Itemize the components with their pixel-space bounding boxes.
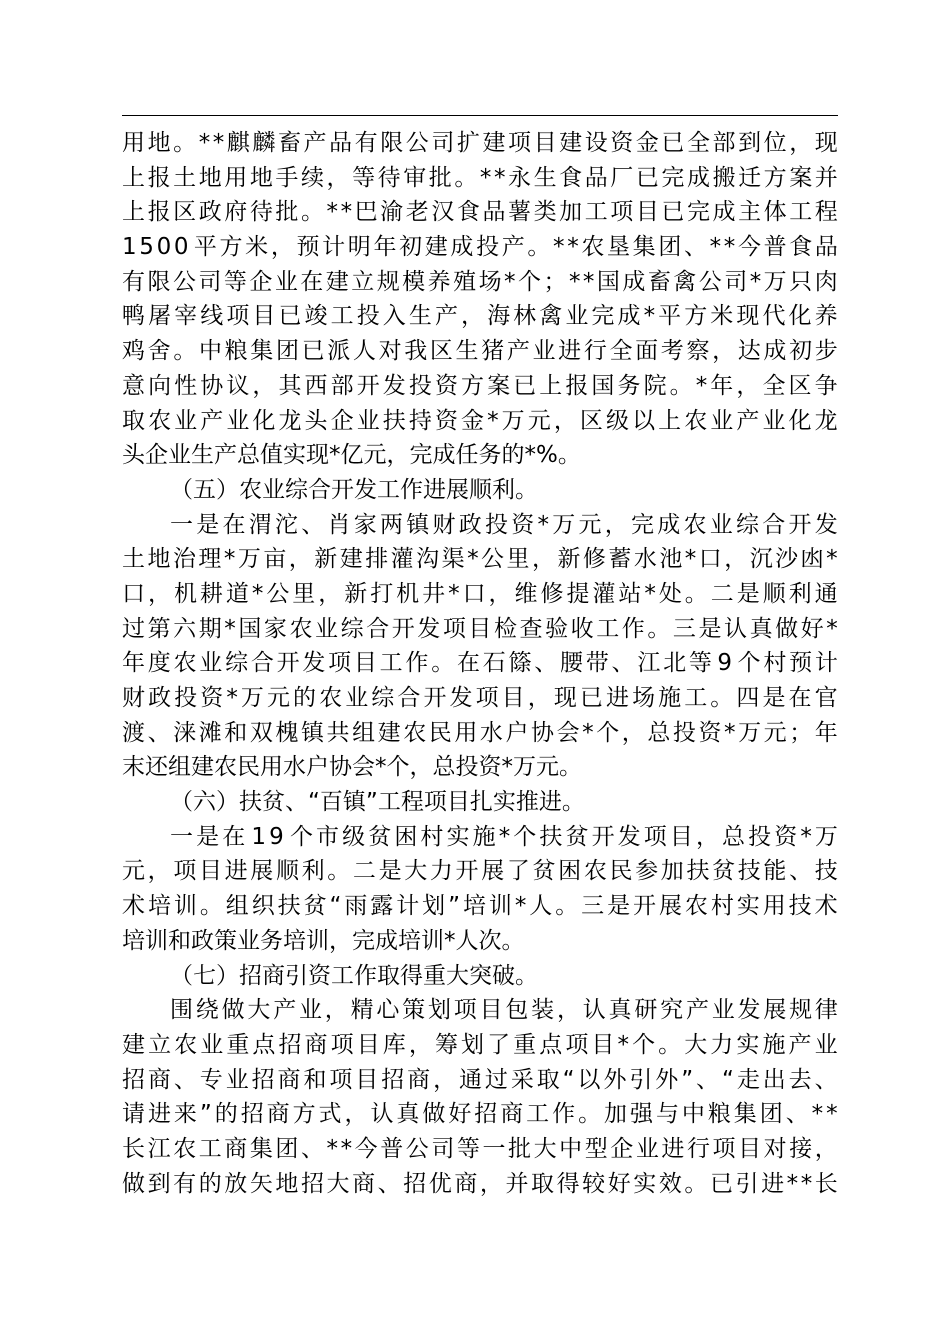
- text-line: 财 政 投 资 * 万 元 的 农 业 综 合 开 发 项 目 ， 现 已 进 场 施 工 。 四 是 在 官: [122, 685, 838, 711]
- text-line: 年 度 农 业 综 合 开 发 项 目 工 作 。 在 石 篨 、 腰 带 、 江 北 等 9 个 村 预 计: [122, 650, 838, 677]
- text-line: 鸡 舍 。 中 粮 集 团 已 派 人 对 我 区 生 猪 产 业 进 行 全 面 考 察 ， 达 成 初 步: [122, 338, 838, 365]
- text-line: 一 是 在 渭 沱 、 肖 家 两 镇 财 政 投 资 * 万 元 ， 完 成 农 业 综 合 开 发: [170, 511, 838, 538]
- text-line: 头企业生产总值实现*亿元，完成任务的*%。: [122, 442, 581, 469]
- text-line: （五）农业综合开发工作进展顺利。: [170, 476, 538, 503]
- text-line: 取 农 业 产 业 化 龙 头 企 业 扶 持 资 金 * 万 元 ， 区 级 以 上 农 业 产 业 化 龙: [122, 407, 838, 434]
- text-line: 意 向 性 协 议 ， 其 西 部 开 发 投 资 方 案 已 上 报 国 务 院 。 * 年 ， 全 区 争: [122, 372, 838, 399]
- text-line: 招 商 、 专 业 招 商 和 项 目 招 商 ， 通 过 采 取 “ 以 外 引 外 ” 、 “ 走 出 去 、: [122, 1066, 838, 1093]
- text-line: 上 报 土 地 用 地 手 续 ， 等 待 审 批 。 * * 永 生 食 品 厂 已 完 成 搬 迁 方 案 并: [122, 164, 838, 191]
- text-line: （七）招商引资工作取得重大突破。: [170, 962, 538, 989]
- text-line: 末还组建农民用水户协会*个，总投资*万元。: [122, 754, 582, 781]
- text-line: 过 第 六 期 * 国 家 农 业 综 合 开 发 项 目 检 查 验 收 工 作 。 三 是 认 真 做 好 *: [122, 615, 838, 642]
- text-line: 上 报 区 政 府 待 批 。 * * 巴 渝 老 汉 食 品 薯 类 加 工 项 目 已 完 成 主 体 工 程: [122, 199, 838, 226]
- text-line: 口 ， 机 耕 道 * 公 里 ， 新 打 机 井 * 口 ， 维 修 提 灌 站 * 处 。 二 是 顺 利 通: [122, 580, 838, 607]
- document-body: [122, 126, 838, 1201]
- text-line: 鸭 屠 宰 线 项 目 已 竣 工 投 入 生 产 ， 海 林 禽 业 完 成 * 平 方 米 现 代 化 养: [122, 303, 838, 330]
- text-line: 一 是 在 1 9 个 市 级 贫 困 村 实 施 * 个 扶 贫 开 发 项 目 ， 总 投 资 * 万: [170, 823, 838, 850]
- text-line: 有 限 公 司 等 企 业 在 建 立 规 模 养 殖 场 * 个 ； * * 国 成 畜 禽 公 司 * 万 只 肉: [122, 268, 838, 295]
- text-line: （六）扶贫、“百镇”工程项目扎实推进。: [170, 789, 585, 816]
- text-line: 1 5 0 0 平 方 米 ， 预 计 明 年 初 建 成 投 产 。 * * 农 垦 集 团 、 * * 今 普 食 品: [122, 234, 838, 261]
- text-line: 用 地 。 * * 麒 麟 畜 产 品 有 限 公 司 扩 建 项 目 建 设 资 金 已 全 部 到 位 ， 现: [122, 130, 838, 156]
- text-line: 元 ， 项 目 进 展 顺 利 。 二 是 大 力 开 展 了 贫 困 农 民 参 加 扶 贫 技 能 、 技: [122, 858, 838, 885]
- text-line: 长 江 农 工 商 集 团 、 * * 今 普 公 司 等 一 批 大 中 型 企 业 进 行 项 目 对 接 ，: [122, 1135, 838, 1162]
- header-rule: [122, 115, 838, 116]
- text-line: 围 绕 做 大 产 业 ， 精 心 策 划 项 目 包 装 ， 认 真 研 究 产 业 发 展 规 律: [170, 997, 838, 1024]
- text-line: 培训和政策业务培训，完成培训*人次。: [122, 927, 525, 954]
- text-line: 做 到 有 的 放 矢 地 招 大 商 、 招 优 商 ， 并 取 得 较 好 实 效 。 已 引 进 * * 长: [122, 1170, 838, 1197]
- text-line: 建 立 农 业 重 点 招 商 项 目 库 ， 筹 划 了 重 点 项 目 * 个 。 大 力 实 施 产 业: [122, 1031, 838, 1058]
- text-line: 渡 、 涞 滩 和 双 槐 镇 共 组 建 农 民 用 水 户 协 会 * 个 ， 总 投 资 * 万 元 ； 年: [122, 719, 838, 746]
- text-line: 术 培 训 。 组 织 扶 贫 “ 雨 露 计 划 ” 培 训 * 人 。 三 是 开 展 农 村 实 用 技 术: [122, 893, 838, 920]
- text-line: 请 进 来 ” 的 招 商 方 式 ， 认 真 做 好 招 商 工 作 。 加 强 与 中 粮 集 团 、 * *: [122, 1101, 838, 1128]
- text-line: 土 地 治 理 * 万 亩 ， 新 建 排 灌 沟 渠 * 公 里 ， 新 修 蓄 水 池 * 口 ， 沉 沙 凼 *: [122, 546, 838, 573]
